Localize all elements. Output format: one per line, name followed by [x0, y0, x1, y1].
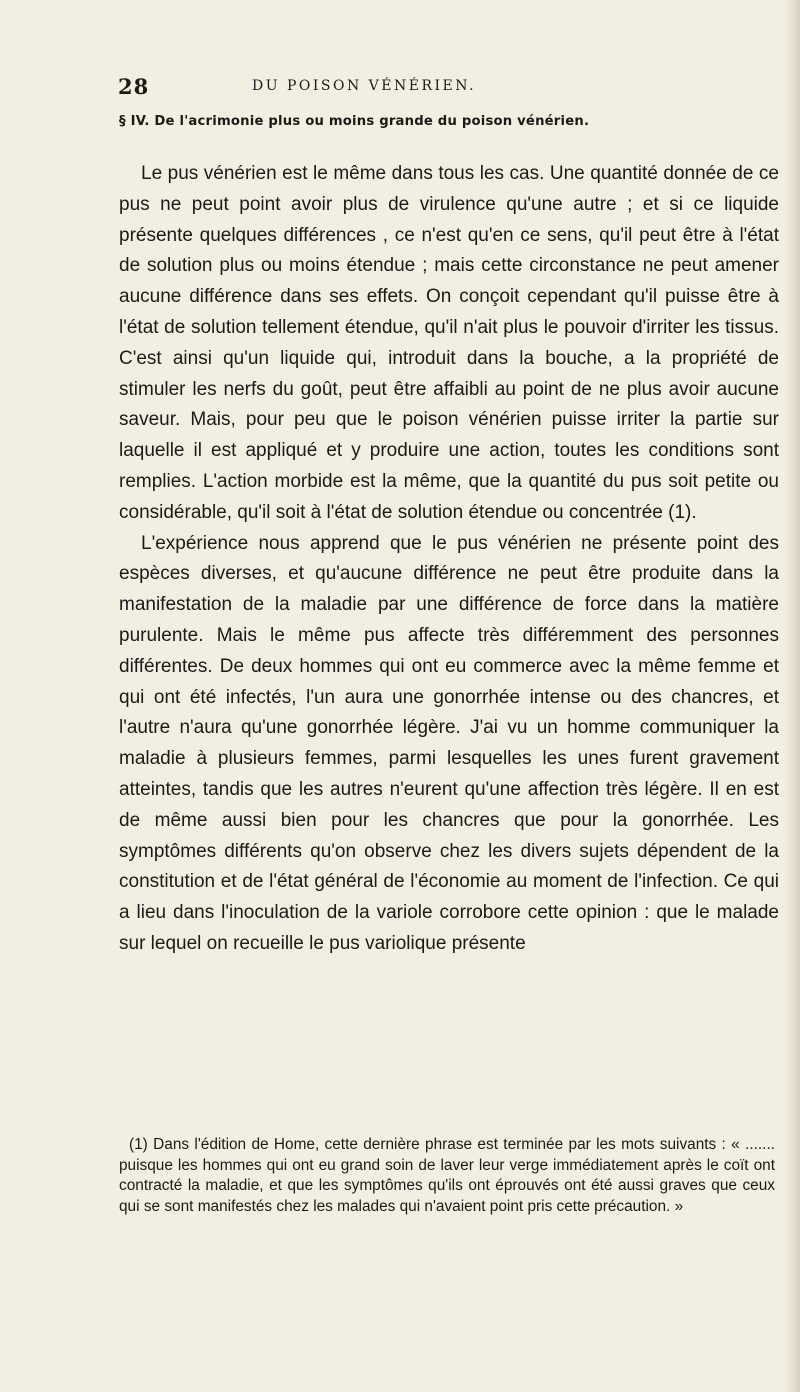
footnote: [119, 1135, 775, 1217]
section-heading: § IV. De l'acrimonie plus ou moins grande du poison vénérien.: [119, 114, 590, 129]
page-number: 28: [118, 74, 150, 99]
page-header: [118, 74, 758, 100]
page-edge-shadow: [786, 0, 800, 1392]
footnote-text: (1) Dans l'édition de Home, cette dernière phrase est terminée par les mots suivants : « ....... puisque les hommes qui ont eu grand soin de laver leur verge immédiatement après le coït ont contracté la maladie, et que les symptômes qu'ils ont éprouvés ont été aussi graves que ceux qui se sont manifestés chez les malades qui n'avaient point pris cette précaution. »: [119, 1136, 775, 1215]
body-paragraph-2: L'expérience nous apprend que le pus vénérien ne présente point des espèces diverses, et qu'aucune différence ne peut être produite dans la manifestation de la maladie par une différence de force dans la matière purulente. Mais le même pus affecte très différemment des personnes différentes. De deux hommes qui ont eu commerce avec la même femme et qui ont été infectés, l'un aura une gonorrhée intense ou des chancres, et l'autre n'aura qu'une gonorrhée légère. J'ai vu un homme communiquer la maladie à plusieurs femmes, parmi lesquelles les unes furent gravement atteintes, tandis que les autres n'eurent qu'une affection très légère. Il en est de même aussi bien pour les chancres que pour la gonorrhée. Les symptômes différents qu'on observe chez les divers sujets dépendent de la constitution et de l'état général de l'économie au moment de l'infection. Ce qui a lieu dans l'inoculation de la variole corrobore cette opinion : que le malade sur lequel on recueille le pus variolique présente: [119, 532, 779, 954]
body-text: [119, 159, 779, 960]
running-title: DU POISON VÉNÉRIEN.: [252, 78, 477, 94]
body-paragraph-1: Le pus vénérien est le même dans tous les cas. Une quantité donnée de ce pus ne peut point avoir plus de virulence qu'une autre ; et si ce liquide présente quelques différences , ce n'est qu'en ce sens, qu'il peut être à l'état de solution plus ou moins étendue ; mais cette circonstance ne peut amener aucune différence dans ses effets. On conçoit cependant qu'il puisse être à l'état de solution tellement étendue, qu'il n'ait plus le pouvoir d'irriter les tissus. C'est ainsi qu'un liquide qui, introduit dans la bouche, a la propriété de stimuler les nerfs du goût, peut être affaibli au point de ne plus avoir aucune saveur. Mais, pour peu que le poison vénérien puisse irriter la partie sur laquelle il est appliqué et y produire une action, toutes les conditions sont remplies. L'action morbide est la même, que la quantité du pus soit petite ou considérable, qu'il soit à l'état de solution étendue ou concentrée (1).: [119, 163, 779, 523]
